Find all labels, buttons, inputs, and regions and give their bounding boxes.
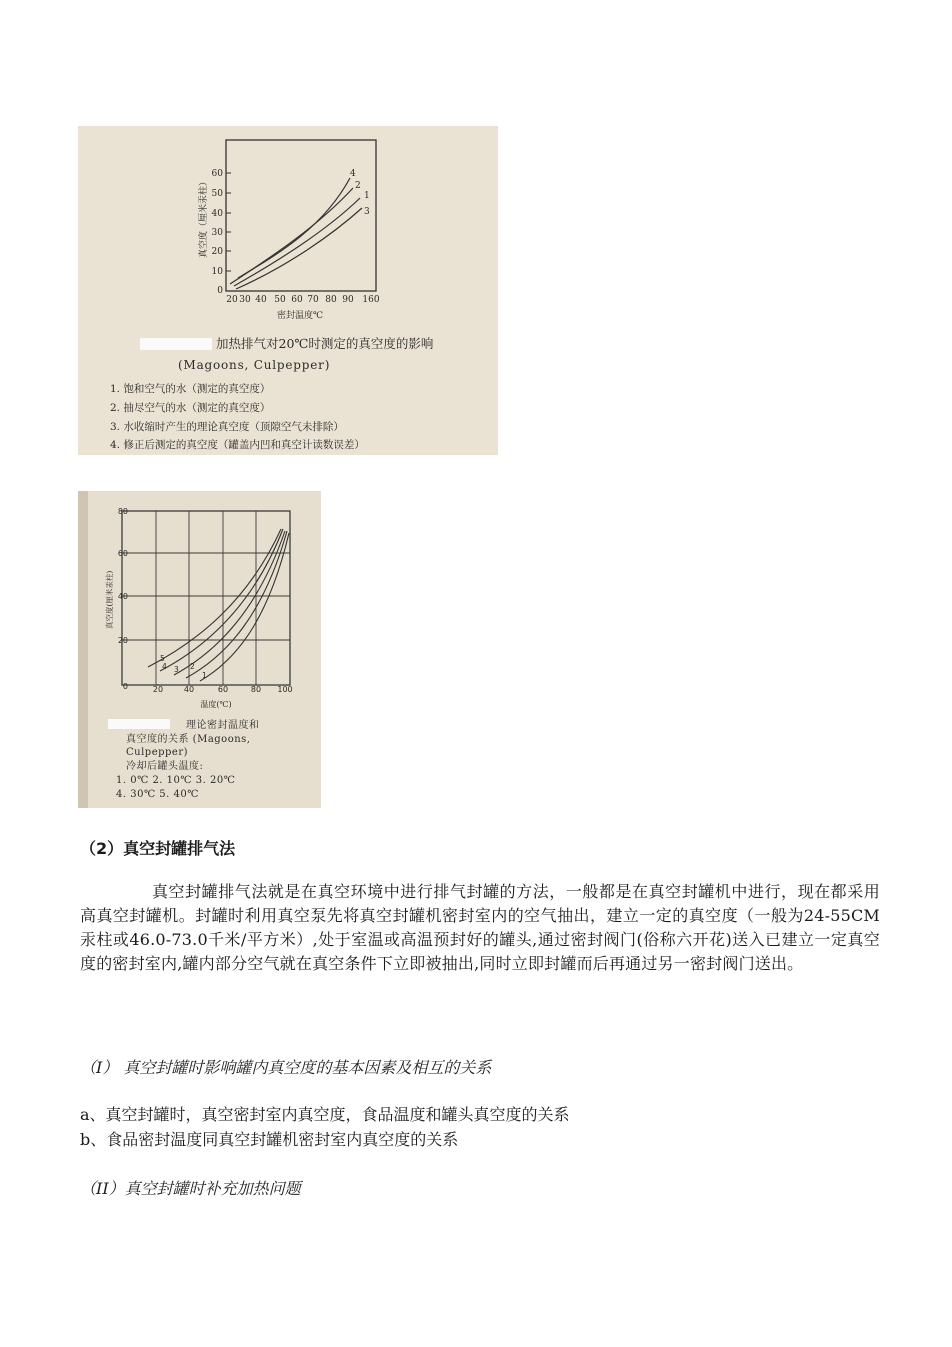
x-tick-label: 40 bbox=[183, 685, 195, 694]
curve-label: 5 bbox=[160, 654, 165, 663]
curve-label: 1 bbox=[364, 191, 370, 201]
figure-1-scan bbox=[78, 126, 498, 455]
y-axis-label: 真空度(厘米汞柱) bbox=[105, 570, 114, 629]
legend-item: 2. 抽尽空气的水（测定的真空度） bbox=[110, 402, 271, 414]
y-tick-label: 0 bbox=[122, 682, 128, 691]
x-tick-label: 80 bbox=[250, 685, 262, 694]
figure-caption-line: 真空度的关系 (Magoons, bbox=[126, 734, 251, 745]
y-tick-label: 40 bbox=[211, 209, 223, 219]
legend-item: 1. 饱和空气的水（测定的真空度） bbox=[110, 383, 271, 395]
figure-caption-line: 理论密封温度和 bbox=[186, 720, 260, 731]
x-tick-label: 90 bbox=[342, 295, 354, 305]
figure-1-chart bbox=[78, 126, 498, 455]
curve-label: 1 bbox=[202, 671, 207, 680]
x-tick-label: 80 bbox=[325, 295, 337, 305]
y-tick-label: 50 bbox=[211, 189, 223, 199]
section-heading: （2）真空封罐排气法 bbox=[80, 839, 236, 858]
curve-1 bbox=[234, 198, 360, 286]
list-item-b: b、食品密封温度同真空封罐机密封室内真空度的关系 bbox=[80, 1130, 459, 1149]
grid bbox=[122, 511, 290, 685]
y-tick-label: 80 bbox=[117, 507, 128, 516]
curve-label: 4 bbox=[162, 662, 167, 671]
x-tick-label: 70 bbox=[307, 295, 319, 305]
x-tick-label: 50 bbox=[274, 295, 286, 305]
curve-label: 4 bbox=[350, 169, 356, 179]
x-tick-label: 60 bbox=[291, 295, 303, 305]
figure-caption-line: Culpepper) bbox=[126, 747, 189, 758]
x-axis-label: 温度(℃) bbox=[200, 700, 232, 709]
figure-caption-line: 4. 30℃ 5. 40℃ bbox=[116, 789, 199, 800]
x-tick-label: 40 bbox=[255, 295, 267, 305]
legend-item: 3. 水收缩时产生的理论真空度（顶隙空气未排除） bbox=[110, 421, 344, 433]
y-tick-label: 60 bbox=[117, 549, 128, 558]
figure-2-scan bbox=[78, 491, 321, 808]
figure-caption-title: 加热排气对20℃时测定的真空度的影响 bbox=[216, 336, 434, 351]
sub-heading-1: （I） 真空封罐时影响罐内真空度的基本因素及相互的关系 bbox=[80, 1058, 492, 1077]
figure-caption-source: (Magoons, Culpepper) bbox=[178, 358, 331, 372]
x-tick-label: 160 bbox=[362, 295, 380, 305]
redaction-mark bbox=[140, 338, 212, 350]
x-tick-label: 20 bbox=[152, 685, 164, 694]
sub-heading-2: （II）真空封罐时补充加热问题 bbox=[80, 1179, 301, 1198]
curve-label: 3 bbox=[364, 207, 370, 217]
curve-label: 3 bbox=[174, 665, 179, 674]
y-tick-marks bbox=[226, 173, 231, 271]
curve-4 bbox=[238, 178, 350, 278]
curve-label: 2 bbox=[355, 181, 361, 191]
x-axis-label: 密封温度℃ bbox=[276, 311, 324, 321]
scan-edge bbox=[78, 491, 88, 808]
y-tick-label: 60 bbox=[211, 169, 223, 179]
x-tick-label: 20 bbox=[226, 295, 238, 305]
y-tick-label: 20 bbox=[117, 636, 128, 645]
list-item-a: a、真空封罐时，真空密封室内真空度，食品温度和罐头真空度的关系 bbox=[80, 1105, 570, 1124]
y-tick-label: 0 bbox=[217, 286, 223, 296]
y-axis-label: 真空度（厘米汞柱） bbox=[199, 176, 209, 258]
y-tick-label: 10 bbox=[211, 267, 223, 277]
figure-2-chart bbox=[78, 491, 321, 808]
redaction-mark bbox=[108, 719, 170, 729]
legend-item: 4. 修正后测定的真空度（罐盖内凹和真空计读数误差） bbox=[110, 439, 365, 451]
y-tick-label: 40 bbox=[117, 592, 128, 601]
figure-caption-line: 1. 0℃ 2. 10℃ 3. 20℃ bbox=[116, 775, 236, 786]
y-tick-label: 30 bbox=[211, 228, 223, 238]
curve-label: 2 bbox=[190, 662, 195, 671]
curve-3 bbox=[236, 208, 362, 289]
body-paragraph: 真空封罐排气法就是在真空环境中进行排气封罐的方法，一般都是在真空封罐机中进行，现在都采用高真空封罐机。封罐时利用真空泵先将真空封罐机密封室内的空气抽出，建立一定的真空度（一般为24-55CM汞柱或46.0-73.0千米/平方米）,处于室温或高温预封好的罐头,通过密封阀门(俗称六开花)送入已建立一定真空度的密封室内,罐内部分空气就在真空条件下立即被抽出,同时立即封罐而后再通过另一密封阀门送出。 bbox=[80, 882, 880, 973]
x-tick-label: 100 bbox=[277, 685, 293, 694]
figure-caption-line: 冷却后罐头温度: bbox=[126, 761, 204, 772]
y-tick-label: 20 bbox=[211, 247, 223, 257]
x-tick-label: 60 bbox=[217, 685, 229, 694]
x-tick-label: 30 bbox=[239, 295, 251, 305]
